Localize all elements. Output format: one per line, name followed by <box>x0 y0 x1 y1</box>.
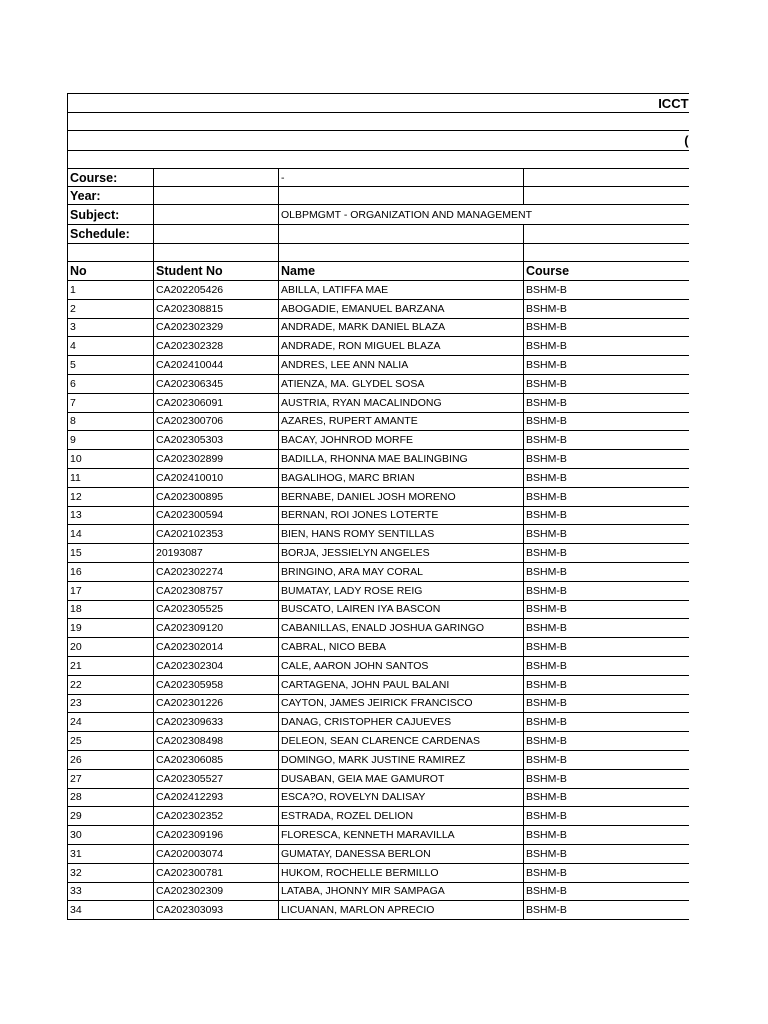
student-id-cell: CA202308757 <box>154 581 279 600</box>
student-id-cell: CA202300781 <box>154 863 279 882</box>
student-name-cell: BRINGINO, ARA MAY CORAL <box>279 562 524 581</box>
student-name-cell: DELEON, SEAN CLARENCE CARDENAS <box>279 732 524 751</box>
student-name-cell: BIEN, HANS ROMY SENTILLAS <box>279 525 524 544</box>
student-name-cell: CARTAGENA, JOHN PAUL BALANI <box>279 675 524 694</box>
student-name-cell: AZARES, RUPERT AMANTE <box>279 412 524 431</box>
student-id-cell: CA202305525 <box>154 600 279 619</box>
column-header-course: Course <box>524 262 689 281</box>
student-id-cell: CA202302304 <box>154 656 279 675</box>
table-row <box>68 638 689 657</box>
student-name-cell: ABILLA, LATIFFA MAE <box>279 281 524 300</box>
student-id-cell: CA202306085 <box>154 750 279 769</box>
student-id-cell: CA202301226 <box>154 694 279 713</box>
student-number-cell: 2 <box>68 299 154 318</box>
student-number-cell: 4 <box>68 337 154 356</box>
table-row <box>68 299 689 318</box>
class-list-sheet <box>67 93 689 920</box>
student-name-cell: ESTRADA, ROZEL DELION <box>279 807 524 826</box>
student-name-cell: ANDRADE, RON MIGUEL BLAZA <box>279 337 524 356</box>
student-number-cell: 32 <box>68 863 154 882</box>
student-id-cell: CA202303093 <box>154 901 279 920</box>
student-number-cell: 15 <box>68 544 154 563</box>
student-number-cell: 7 <box>68 393 154 412</box>
student-number-cell: 17 <box>68 581 154 600</box>
table-row <box>68 506 689 525</box>
student-name-cell: BERNAN, ROI JONES LOTERTE <box>279 506 524 525</box>
table-row <box>68 356 689 375</box>
student-name-cell: ANDRES, LEE ANN NALIA <box>279 356 524 375</box>
student-id-cell: CA202410010 <box>154 468 279 487</box>
student-course-cell: BSHM-B <box>524 788 689 807</box>
student-id-cell: CA202300895 <box>154 487 279 506</box>
table-row <box>68 450 689 469</box>
year-row <box>68 187 689 205</box>
student-name-cell: BORJA, JESSIELYN ANGELES <box>279 544 524 563</box>
column-header-no: No <box>68 262 154 281</box>
student-course-cell: BSHM-B <box>524 882 689 901</box>
table-row <box>68 393 689 412</box>
student-course-cell: BSHM-B <box>524 713 689 732</box>
student-course-cell: BSHM-B <box>524 562 689 581</box>
student-name-cell: CABANILLAS, ENALD JOSHUA GARINGO <box>279 619 524 638</box>
student-name-cell: GUMATAY, DANESSA BERLON <box>279 844 524 863</box>
student-id-cell: CA202309196 <box>154 826 279 845</box>
table-row <box>68 826 689 845</box>
student-id-cell: CA202305958 <box>154 675 279 694</box>
student-course-cell: BSHM-B <box>524 807 689 826</box>
student-name-cell: DUSABAN, GEIA MAE GAMUROT <box>279 769 524 788</box>
student-name-cell: BERNABE, DANIEL JOSH MORENO <box>279 487 524 506</box>
student-number-cell: 8 <box>68 412 154 431</box>
schedule-row <box>68 225 689 244</box>
student-course-cell: BSHM-B <box>524 506 689 525</box>
table-row <box>68 750 689 769</box>
sheet-title: ICCT <box>68 94 689 113</box>
student-id-cell: CA202302274 <box>154 562 279 581</box>
column-header-name: Name <box>279 262 524 281</box>
student-course-cell: BSHM-B <box>524 356 689 375</box>
student-name-cell: CABRAL, NICO BEBA <box>279 638 524 657</box>
student-number-cell: 31 <box>68 844 154 863</box>
student-name-cell: CALE, AARON JOHN SANTOS <box>279 656 524 675</box>
student-number-cell: 11 <box>68 468 154 487</box>
table-row <box>68 844 689 863</box>
student-number-cell: 33 <box>68 882 154 901</box>
table-row <box>68 431 689 450</box>
student-course-cell: BSHM-B <box>524 863 689 882</box>
student-name-cell: ABOGADIE, EMANUEL BARZANA <box>279 299 524 318</box>
student-course-cell: BSHM-B <box>524 732 689 751</box>
student-number-cell: 22 <box>68 675 154 694</box>
student-id-cell: CA202302014 <box>154 638 279 657</box>
student-course-cell: BSHM-B <box>524 431 689 450</box>
table-row <box>68 713 689 732</box>
student-course-cell: BSHM-B <box>524 600 689 619</box>
student-name-cell: BADILLA, RHONNA MAE BALINGBING <box>279 450 524 469</box>
student-name-cell: BACAY, JOHNROD MORFE <box>279 431 524 450</box>
table-row <box>68 468 689 487</box>
student-id-cell: CA202306091 <box>154 393 279 412</box>
student-id-cell: CA202003074 <box>154 844 279 863</box>
student-id-cell: CA202412293 <box>154 788 279 807</box>
student-name-cell: DANAG, CRISTOPHER CAJUEVES <box>279 713 524 732</box>
student-course-cell: BSHM-B <box>524 412 689 431</box>
student-id-cell: CA202306345 <box>154 374 279 393</box>
student-number-cell: 30 <box>68 826 154 845</box>
student-course-cell: BSHM-B <box>524 374 689 393</box>
student-number-cell: 18 <box>68 600 154 619</box>
student-course-cell: BSHM-B <box>524 826 689 845</box>
student-course-cell: BSHM-B <box>524 468 689 487</box>
table-row <box>68 600 689 619</box>
year-label: Year: <box>68 187 154 205</box>
sheet-subtitle: ( <box>68 131 689 151</box>
student-number-cell: 14 <box>68 525 154 544</box>
student-course-cell: BSHM-B <box>524 281 689 300</box>
schedule-label: Schedule: <box>68 225 154 244</box>
table-row <box>68 694 689 713</box>
student-number-cell: 29 <box>68 807 154 826</box>
student-id-cell: CA202309633 <box>154 713 279 732</box>
student-name-cell: LATABA, JHONNY MIR SAMPAGA <box>279 882 524 901</box>
student-course-cell: BSHM-B <box>524 581 689 600</box>
student-course-cell: BSHM-B <box>524 656 689 675</box>
student-course-cell: BSHM-B <box>524 750 689 769</box>
student-id-cell: CA202300594 <box>154 506 279 525</box>
student-id-cell: CA202308498 <box>154 732 279 751</box>
student-course-cell: BSHM-B <box>524 487 689 506</box>
subtitle-row <box>68 131 689 151</box>
student-name-cell: ANDRADE, MARK DANIEL BLAZA <box>279 318 524 337</box>
student-course-cell: BSHM-B <box>524 318 689 337</box>
table-row <box>68 374 689 393</box>
table-row <box>68 281 689 300</box>
course-label: Course: <box>68 169 154 187</box>
student-id-cell: CA202410044 <box>154 356 279 375</box>
table-row <box>68 901 689 920</box>
student-course-cell: BSHM-B <box>524 901 689 920</box>
student-number-cell: 13 <box>68 506 154 525</box>
student-id-cell: CA202302328 <box>154 337 279 356</box>
table-row <box>68 487 689 506</box>
student-name-cell: DOMINGO, MARK JUSTINE RAMIREZ <box>279 750 524 769</box>
student-number-cell: 6 <box>68 374 154 393</box>
blank-row <box>68 151 689 169</box>
student-name-cell: CAYTON, JAMES JEIRICK FRANCISCO <box>279 694 524 713</box>
title-row <box>68 94 689 113</box>
student-id-cell: CA202302329 <box>154 318 279 337</box>
student-course-cell: BSHM-B <box>524 844 689 863</box>
student-course-cell: BSHM-B <box>524 638 689 657</box>
student-name-cell: LICUANAN, MARLON APRECIO <box>279 901 524 920</box>
table-row <box>68 788 689 807</box>
student-course-cell: BSHM-B <box>524 694 689 713</box>
student-number-cell: 20 <box>68 638 154 657</box>
student-name-cell: AUSTRIA, RYAN MACALINDONG <box>279 393 524 412</box>
student-course-cell: BSHM-B <box>524 337 689 356</box>
blank-row <box>68 244 689 262</box>
student-course-cell: BSHM-B <box>524 619 689 638</box>
course-value: - <box>279 169 524 187</box>
student-id-cell: CA202102353 <box>154 525 279 544</box>
student-name-cell: ESCA?O, ROVELYN DALISAY <box>279 788 524 807</box>
student-number-cell: 19 <box>68 619 154 638</box>
student-course-cell: BSHM-B <box>524 299 689 318</box>
student-number-cell: 5 <box>68 356 154 375</box>
table-row <box>68 675 689 694</box>
student-id-cell: CA202302352 <box>154 807 279 826</box>
student-id-cell: CA202205426 <box>154 281 279 300</box>
student-name-cell: HUKOM, ROCHELLE BERMILLO <box>279 863 524 882</box>
table-row <box>68 318 689 337</box>
student-course-cell: BSHM-B <box>524 769 689 788</box>
student-course-cell: BSHM-B <box>524 393 689 412</box>
table-row <box>68 769 689 788</box>
table-row <box>68 656 689 675</box>
student-id-cell: CA202302899 <box>154 450 279 469</box>
student-number-cell: 23 <box>68 694 154 713</box>
student-number-cell: 21 <box>68 656 154 675</box>
student-number-cell: 1 <box>68 281 154 300</box>
student-id-cell: CA202308815 <box>154 299 279 318</box>
student-number-cell: 28 <box>68 788 154 807</box>
table-row <box>68 562 689 581</box>
student-course-cell: BSHM-B <box>524 544 689 563</box>
student-number-cell: 10 <box>68 450 154 469</box>
student-id-cell: CA202300706 <box>154 412 279 431</box>
subject-value: OLBPMGMT - ORGANIZATION AND MANAGEMENT <box>279 205 689 225</box>
table-row <box>68 619 689 638</box>
student-id-cell: CA202305527 <box>154 769 279 788</box>
student-id-cell: CA202305303 <box>154 431 279 450</box>
student-number-cell: 24 <box>68 713 154 732</box>
student-id-cell: CA202309120 <box>154 619 279 638</box>
student-number-cell: 9 <box>68 431 154 450</box>
student-course-cell: BSHM-B <box>524 525 689 544</box>
student-name-cell: BUMATAY, LADY ROSE REIG <box>279 581 524 600</box>
student-name-cell: BUSCATO, LAIREN IYA BASCON <box>279 600 524 619</box>
column-header-row <box>68 262 689 281</box>
student-number-cell: 34 <box>68 901 154 920</box>
column-header-student-no: Student No <box>154 262 279 281</box>
subject-row <box>68 205 689 225</box>
student-id-cell: CA202302309 <box>154 882 279 901</box>
blank-row <box>68 113 689 131</box>
course-row <box>68 169 689 187</box>
student-number-cell: 3 <box>68 318 154 337</box>
table-row <box>68 581 689 600</box>
student-name-cell: FLORESCA, KENNETH MARAVILLA <box>279 826 524 845</box>
table-row <box>68 525 689 544</box>
table-row <box>68 732 689 751</box>
student-name-cell: ATIENZA, MA. GLYDEL SOSA <box>279 374 524 393</box>
student-number-cell: 25 <box>68 732 154 751</box>
student-name-cell: BAGALIHOG, MARC BRIAN <box>279 468 524 487</box>
table-row <box>68 863 689 882</box>
table-row <box>68 544 689 563</box>
student-id-cell: 20193087 <box>154 544 279 563</box>
subject-label: Subject: <box>68 205 154 225</box>
student-course-cell: BSHM-B <box>524 450 689 469</box>
student-number-cell: 12 <box>68 487 154 506</box>
student-number-cell: 16 <box>68 562 154 581</box>
student-course-cell: BSHM-B <box>524 675 689 694</box>
table-row <box>68 412 689 431</box>
student-number-cell: 27 <box>68 769 154 788</box>
student-number-cell: 26 <box>68 750 154 769</box>
table-row <box>68 337 689 356</box>
table-row <box>68 882 689 901</box>
table-row <box>68 807 689 826</box>
